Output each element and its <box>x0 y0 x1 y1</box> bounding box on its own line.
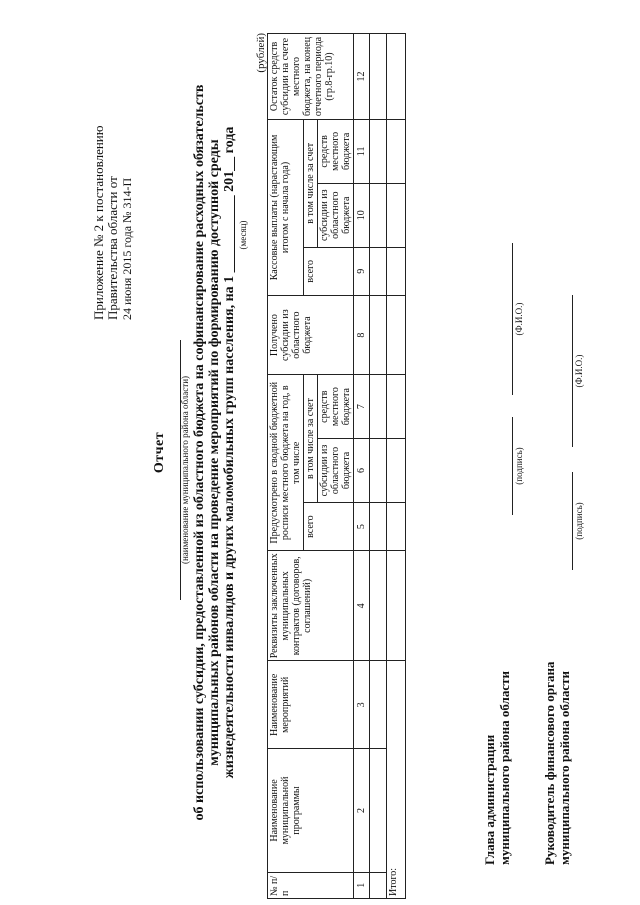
column-number: 2 <box>354 749 370 872</box>
table-cell <box>387 551 406 661</box>
column-number: 8 <box>354 296 370 375</box>
subtitle-line-1: об использовании субсидии, предоставленной из областного бюджета на софинансирование расходных обязательств <box>192 84 207 821</box>
table-cell <box>387 34 406 120</box>
head-name-caption: (Ф.И.О.) <box>514 302 524 336</box>
header-event: Наименование мероприятий <box>268 661 354 749</box>
head-title-line-1: Глава администрации <box>482 734 497 865</box>
report-table <box>267 33 406 899</box>
header-planned-local: средств местного бюджета <box>318 375 354 439</box>
column-number-row <box>354 34 370 899</box>
table-cell <box>387 502 406 550</box>
column-number: 7 <box>354 375 370 439</box>
header-paid-total: всего <box>304 247 354 295</box>
table-cell <box>370 439 387 503</box>
head-name-line <box>512 243 513 395</box>
column-number: 9 <box>354 247 370 295</box>
org-name-caption: (наименование муниципального района области) <box>180 375 190 565</box>
column-number: 5 <box>354 502 370 550</box>
table-cell <box>387 119 406 183</box>
column-number: 10 <box>354 183 370 247</box>
table-cell <box>387 183 406 247</box>
appendix-line-2: Правительства области от <box>105 176 120 320</box>
column-number: 6 <box>354 439 370 503</box>
table-cell <box>370 872 387 898</box>
subtitle-line-3: жизнедеятельности инвалидов и других маломобильных групп населения, на 1 ___________ 201__ года <box>222 126 237 779</box>
table-cell <box>370 296 387 375</box>
table-cell <box>387 439 406 503</box>
table-cell <box>370 551 387 661</box>
finance-name-caption: (Ф.И.О.) <box>574 354 584 388</box>
table-cell <box>370 247 387 295</box>
header-program: Наименование муниципальной программы <box>268 749 354 872</box>
table-cell <box>387 247 406 295</box>
head-signature-caption: (подпись) <box>514 447 524 485</box>
column-number: 1 <box>354 872 370 898</box>
finance-signature-title <box>542 565 572 865</box>
total-label: Итого: <box>387 661 406 899</box>
table-cell <box>370 119 387 183</box>
head-signature-line <box>512 417 513 515</box>
header-paid-incl: в том числе за счет <box>304 119 318 247</box>
header-paid-subsidy: субсидии из областного бюджета <box>318 183 354 247</box>
table-cell <box>387 296 406 375</box>
header-planned-incl: в том числе за счет <box>304 375 318 503</box>
header-num: № п/п <box>268 872 354 898</box>
header-planned: Предусмотрено в сводной бюджетной росписи местного бюджета на год, в том числе <box>268 375 304 551</box>
appendix-line-1: Приложение № 2 к постановлению <box>91 125 106 320</box>
header-planned-subsidy: субсидии из областного бюджета <box>318 439 354 503</box>
finance-signature-line <box>572 472 573 570</box>
table-cell <box>387 375 406 439</box>
finance-name-line <box>572 295 573 447</box>
header-remainder: Остаток средств субсидии на счете местного бюджета, на конец отчетного периода (гр.8-гр.10) <box>268 34 354 120</box>
table-cell <box>370 34 387 120</box>
table-cell <box>370 749 387 872</box>
table-cell <box>370 502 387 550</box>
header-received: Получено субсидии из областного бюджета <box>268 296 354 375</box>
units-label: (рублей) <box>255 33 267 73</box>
appendix-note <box>92 50 134 320</box>
month-caption: (месяц) <box>238 220 248 250</box>
table-cell <box>370 375 387 439</box>
header-planned-total: всего <box>304 502 354 550</box>
table-cell <box>370 183 387 247</box>
header-contracts: Реквизиты заключенных муниципальных контрактов (договоров, соглашений) <box>268 551 354 661</box>
table-row <box>370 34 387 899</box>
column-number: 4 <box>354 551 370 661</box>
document-title: Отчет <box>152 431 167 474</box>
head-signature-title <box>482 605 512 865</box>
total-row <box>387 34 406 899</box>
head-title-line-2: муниципального района области <box>497 671 512 865</box>
header-paid: Кассовые выплаты (нарастающим итогом с начала года) <box>268 119 304 295</box>
table-cell <box>370 661 387 749</box>
header-row-1 <box>268 34 304 899</box>
subtitle-line-2: муниципальных районов области на проведение мероприятий по формированию доступной среды <box>207 139 222 766</box>
column-number: 11 <box>354 119 370 183</box>
header-paid-local: средств местного бюджета <box>318 119 354 183</box>
finance-signature-caption: (подпись) <box>574 502 584 540</box>
finance-title-line-2: муниципального района области <box>557 671 572 865</box>
column-number: 3 <box>354 661 370 749</box>
finance-title-line-1: Руководитель финансового органа <box>542 661 557 865</box>
appendix-line-3: 24 июня 2015 года № 314-П <box>120 177 134 320</box>
document-subtitle <box>192 40 237 865</box>
column-number: 12 <box>354 34 370 120</box>
